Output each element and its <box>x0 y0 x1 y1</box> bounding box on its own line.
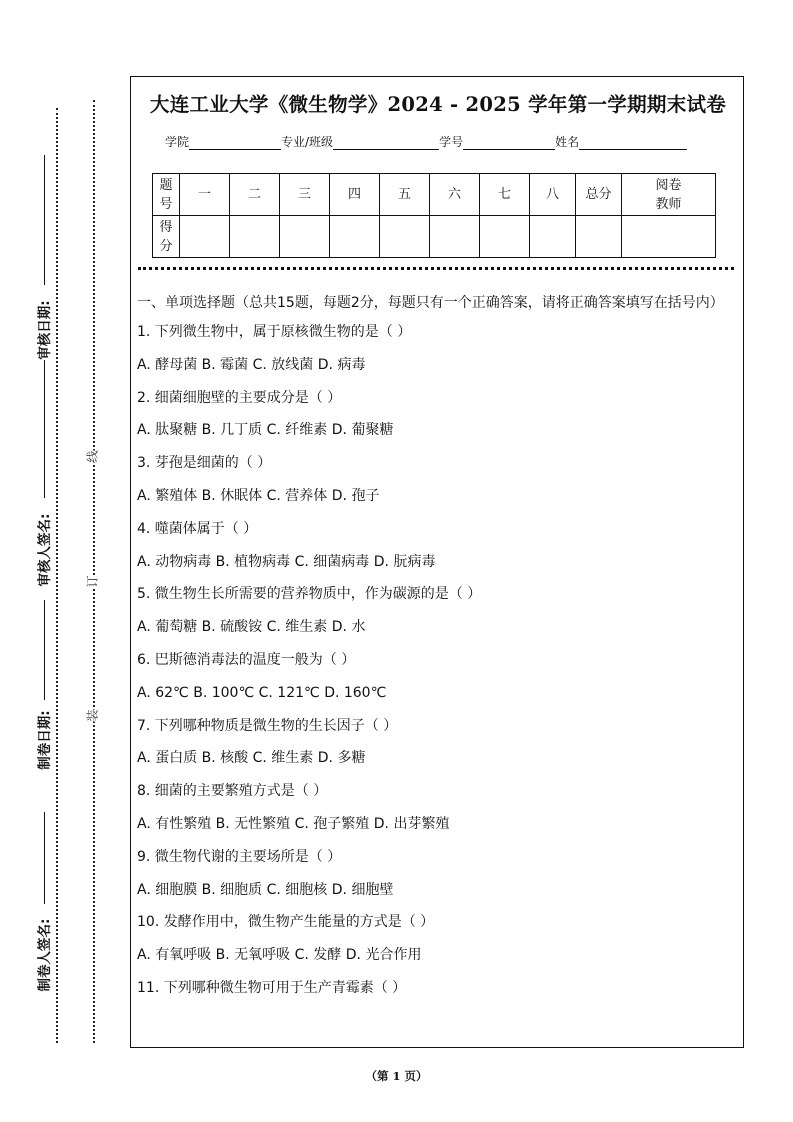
score-cell[interactable] <box>330 216 380 258</box>
student-id-field[interactable] <box>463 135 555 150</box>
name-label: 姓名 <box>555 135 580 149</box>
student-info-row <box>165 133 687 150</box>
col-header: 四 <box>330 174 380 216</box>
col-header: 二 <box>230 174 280 216</box>
exam-frame <box>130 76 744 1048</box>
question-options: A. 动物病毒 B. 植物病毒 C. 细菌病毒 D. 朊病毒 <box>137 553 436 570</box>
question-stem: 6. 巴斯德消毒法的温度一般为（ ） <box>137 651 356 668</box>
maker-sign-label: 制卷人签名: <box>37 918 53 992</box>
page-number: （第 1 页） <box>365 1069 428 1083</box>
question-stem: 8. 细菌的主要繁殖方式是（ ） <box>137 783 328 800</box>
score-cell[interactable] <box>480 216 530 258</box>
score-cell[interactable] <box>530 216 576 258</box>
question-stem: 9. 微生物代谢的主要场所是（ ） <box>137 848 342 865</box>
question-options: A. 有氧呼吸 B. 无氧呼吸 C. 发酵 D. 光合作用 <box>137 947 422 964</box>
row-label-question-no: 题 号 <box>153 174 180 216</box>
binding-char-zhuang: 装 <box>85 709 100 722</box>
binding-char-line: 线 <box>85 450 100 463</box>
question-stem: 10. 发酵作用中，微生物产生能量的方式是（ ） <box>137 914 435 931</box>
score-cell-total[interactable] <box>576 216 622 258</box>
score-cell[interactable] <box>230 216 280 258</box>
score-table-header-row <box>153 174 716 216</box>
question-options: A. 细胞膜 B. 细胞质 C. 细胞核 D. 细胞壁 <box>137 881 394 898</box>
student-id-label: 学号 <box>439 135 464 149</box>
review-date-line <box>44 155 45 285</box>
col-header: 一 <box>180 174 230 216</box>
col-header: 六 <box>430 174 480 216</box>
college-field[interactable] <box>189 135 281 150</box>
col-header: 七 <box>480 174 530 216</box>
make-date-line <box>44 600 45 700</box>
question-options: A. 繁殖体 B. 休眠体 C. 营养体 D. 孢子 <box>137 487 380 504</box>
col-header: 三 <box>280 174 330 216</box>
questions-area <box>137 291 739 1010</box>
col-header: 五 <box>380 174 430 216</box>
score-cell[interactable] <box>380 216 430 258</box>
dotted-separator <box>138 267 734 270</box>
score-table-score-row <box>153 216 716 258</box>
score-cell[interactable] <box>280 216 330 258</box>
question-stem: 2. 细菌细胞壁的主要成分是（ ） <box>137 389 342 406</box>
binding-char-ding: 订 <box>85 575 100 588</box>
major-field[interactable] <box>333 135 439 150</box>
question-stem: 11. 下列哪种微生物可用于生产青霉素（ ） <box>137 979 407 996</box>
score-cell[interactable] <box>430 216 480 258</box>
college-label: 学院 <box>165 135 190 149</box>
question-options: A. 有性繁殖 B. 无性繁殖 C. 孢子繁殖 D. 出芽繁殖 <box>137 815 450 832</box>
make-date-label: 制卷日期: <box>37 710 53 770</box>
question-stem: 4. 噬菌体属于（ ） <box>137 520 258 537</box>
grader-cell[interactable] <box>622 216 716 258</box>
margin-dotted-line-outer <box>56 108 58 1043</box>
row-label-score: 得 分 <box>153 216 180 258</box>
section-heading: 一、单项选择题（总共15题，每题2分，每题只有一个正确答案，请将正确答案填写在括号内） <box>137 295 724 311</box>
name-field[interactable] <box>579 135 687 150</box>
reviewer-sign-label: 审核人签名: <box>37 513 53 587</box>
review-date-label: 审核日期: <box>37 300 53 360</box>
score-cell[interactable] <box>180 216 230 258</box>
maker-sign-line <box>44 812 45 904</box>
question-options: A. 肽聚糖 B. 几丁质 C. 纤维素 D. 葡聚糖 <box>137 422 394 439</box>
question-options: A. 62℃ B. 100℃ C. 121℃ D. 160℃ <box>137 684 387 701</box>
question-options: A. 蛋白质 B. 核酸 C. 维生素 D. 多糖 <box>137 750 366 767</box>
question-stem: 7. 下列哪种物质是微生物的生长因子（ ） <box>137 717 398 734</box>
reviewer-sign-line <box>44 360 45 498</box>
question-options: A. 酵母菌 B. 霉菌 C. 放线菌 D. 病毒 <box>137 356 366 373</box>
question-stem: 5. 微生物生长所需要的营养物质中，作为碳源的是（ ） <box>137 586 482 603</box>
col-header-total: 总分 <box>576 174 622 216</box>
question-stem: 1. 下列微生物中，属于原核微生物的是（ ） <box>137 324 412 340</box>
question-list <box>137 321 739 1010</box>
margin-dotted-line-inner <box>93 100 95 1043</box>
exam-title: 大连工业大学《微生物学》2024 - 2025 学年第一学期期末试卷 <box>149 93 727 116</box>
score-table <box>152 173 716 258</box>
major-label: 专业/班级 <box>281 135 334 149</box>
col-header: 八 <box>530 174 576 216</box>
question-stem: 3. 芽孢是细菌的（ ） <box>137 455 272 472</box>
col-header-grader: 阅卷 教师 <box>622 174 716 216</box>
question-options: A. 葡萄糖 B. 硫酸铵 C. 维生素 D. 水 <box>137 619 366 636</box>
